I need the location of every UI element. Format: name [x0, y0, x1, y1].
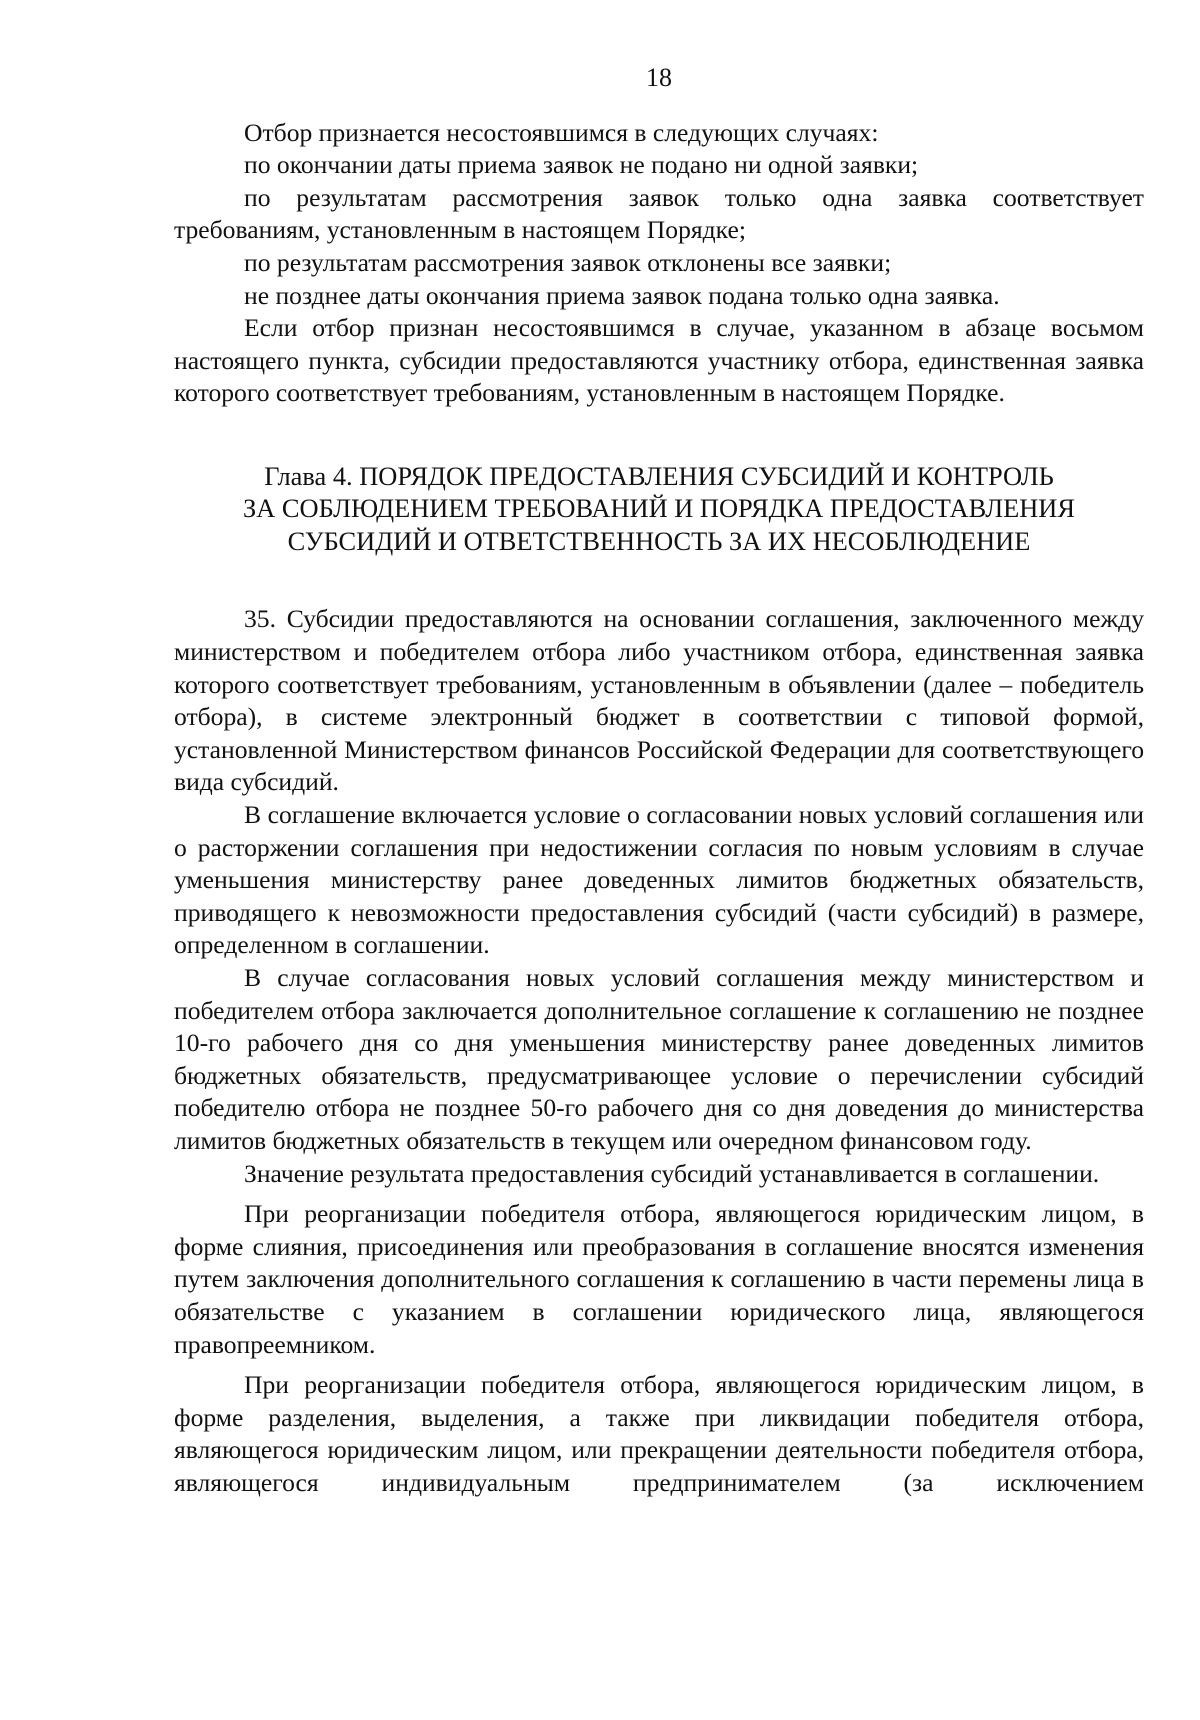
- paragraph: по результатам рассмотрения заявок отклонены все заявки;: [244, 247, 892, 277]
- document-page: [174, 62, 1144, 1499]
- section-top: [174, 117, 1144, 410]
- chapter-heading-line: СУБСИДИЙ И ОТВЕТСТВЕННОСТЬ ЗА ИХ НЕСОБЛЮДЕНИЕ: [287, 525, 1031, 556]
- paragraph: по окончании даты приема заявок не подано ни одной заявки;: [244, 150, 919, 180]
- paragraph: 35. Субсидии предоставляются на основании соглашения, заключенного между министерством и победителем отбора либо участником отбора, единственная заявка которого соответствует требованиям, установленным в объявлении (далее – победитель отбора), в системе электронный бюджет в соответствии с типовой формой, установленной Министерством финансов Российской Федерации для соответствующего вида субсидий.: [174, 604, 1144, 797]
- chapter-heading: [174, 460, 1144, 558]
- paragraph: При реорганизации победителя отбора, являющегося юридическим лицом, в форме разделения, выделения, а также при ликвидации победителя отбора, являющегося юридическим лицом, или прекращении деятельности победителя отбора, являющегося индивидуальным предпринимателем (за исключением: [174, 1370, 1144, 1497]
- paragraph: по результатам рассмотрения заявок только одна заявка соответствует требованиям, установленным в настоящем Порядке;: [174, 182, 1144, 245]
- chapter-heading-line: Глава 4. ПОРЯДОК ПРЕДОСТАВЛЕНИЯ СУБСИДИЙ И КОНТРОЛЬ: [264, 460, 1054, 491]
- paragraph: При реорганизации победителя отбора, являющегося юридическим лицом, в форме слияния, присоединения или преобразования в соглашение вносятся изменения путем заключения дополнительного соглашения к соглашению в части перемены лица в обязательстве с указанием в соглашении юридического лица, являющегося правопреемником.: [174, 1199, 1144, 1359]
- paragraph: не позднее даты окончания приема заявок подана только одна заявка.: [244, 280, 1000, 310]
- page-number: 18: [646, 63, 672, 92]
- paragraph: Значение результата предоставления субсидий устанавливается в соглашении.: [244, 1158, 1100, 1188]
- paragraph: Если отбор признан несостоявшимся в случае, указанном в абзаце восьмом настоящего пункта, субсидии предоставляются участнику отбора, единственная заявка которого соответствует требованиям, установленным в настоящем Порядке.: [174, 313, 1144, 408]
- paragraph: В соглашение включается условие о согласовании новых условий соглашения или о расторжении соглашения при недостижении согласия по новым условиям в случае уменьшения министерству ранее доведенных лимитов бюджетных обязательств, приводящего к невозможности предоставления субсидий (части субсидий) в размере, определенном в соглашении.: [174, 800, 1144, 960]
- chapter-heading-line: ЗА СОБЛЮДЕНИЕМ ТРЕБОВАНИЙ И ПОРЯДКА ПРЕДОСТАВЛЕНИЯ: [243, 493, 1075, 524]
- paragraph: В случае согласования новых условий соглашения между министерством и победителем отбора заключается дополнительное соглашение к соглашению не позднее 10-го рабочего дня со дня уменьшения министерству ранее доведенных лимитов бюджетных обязательств, предусматривающее условие о перечислении субсидий победителю отбора не позднее 50-го рабочего дня со дня доведения до министерства лимитов бюджетных обязательств в текущем или очередном финансовом году.: [174, 962, 1144, 1155]
- section-main: [174, 603, 1144, 1499]
- paragraph: Отбор признается несостоявшимся в следующих случаях:: [244, 117, 879, 147]
